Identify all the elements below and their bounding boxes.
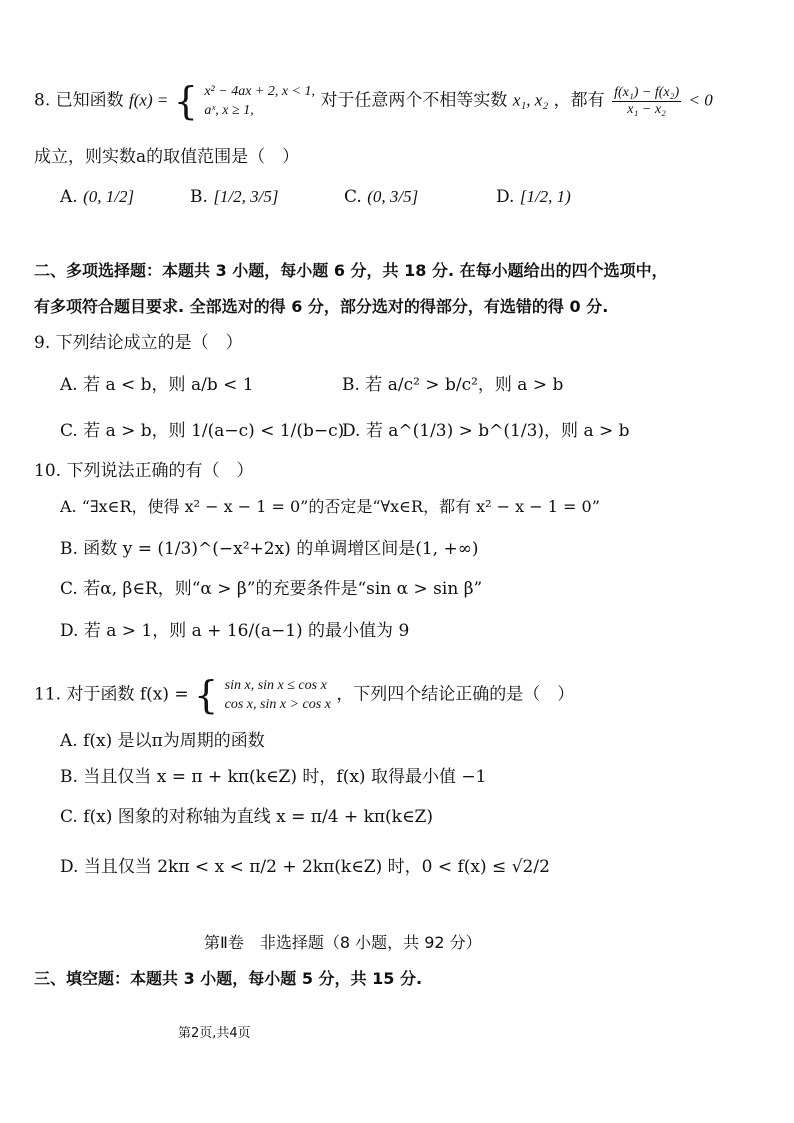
- q10-option-a: A. “∃x∈R，使得 x² − x − 1 = 0”的否定是“∀x∈R，都有 x² − x − 1 = 0”: [60, 497, 600, 516]
- q8-stem-prefix: 8. 已知函数: [34, 90, 124, 111]
- q8-opt-a-label: A.: [60, 187, 78, 207]
- q8-opt-c-value: (0, 3/5]: [367, 187, 419, 206]
- q8-option-d: [496, 186, 571, 208]
- q11-option-d: D. 当且仅当 2kπ < x < π/2 + 2kπ(k∈Z) 时，0 < f(x) ≤ √2/2: [60, 857, 550, 877]
- q11-case2: cos x, sin x > cos x: [224, 697, 331, 712]
- q8-stem-end: 成立，则实数a的取值范围是（ ）: [34, 147, 300, 167]
- q11-option-c: C. f(x) 图象的对称轴为直线 x = π/4 + kπ(k∈Z): [60, 807, 434, 827]
- page-footer: 第2页,共4页: [178, 1026, 251, 1041]
- q8-frac-tail: < 0: [688, 90, 713, 110]
- q9-option-b: B. 若 a/c² > b/c²，则 a > b: [342, 375, 564, 395]
- q11-cases: [225, 676, 331, 714]
- section2-line2: 有多项符合题目要求. 全部选对的得 6 分，部分选对的得部分，有选错的得 0 分.: [34, 297, 609, 316]
- q9-option-c: C. 若 a > b，则 1/(a−c) < 1/(b−c): [60, 421, 345, 441]
- section2-line1: 二、多项选择题：本题共 3 小题，每小题 6 分，共 18 分. 在每小题给出的四个选项中，: [34, 261, 668, 280]
- q11-option-b: B. 当且仅当 x = π + kπ(k∈Z) 时，f(x) 取得最小值 −1: [60, 767, 487, 787]
- q8-opt-c-label: C.: [344, 187, 362, 207]
- q8-opt-d-label: D.: [496, 187, 515, 207]
- q10-option-c: C. 若α, β∈R，则“α > β”的充要条件是“sin α > sin β”: [60, 579, 483, 599]
- q8-fraction: [612, 85, 681, 118]
- q8-option-a: [60, 186, 134, 208]
- q8-option-c: [344, 186, 418, 208]
- q9-option-a: A. 若 a < b，则 a/b < 1: [60, 375, 254, 395]
- q8-case1: x² − 4ax + 2, x < 1,: [204, 84, 316, 99]
- section3-title: 三、填空题：本题共 3 小题，每小题 5 分，共 15 分.: [34, 969, 423, 988]
- q11-brace: {: [194, 673, 219, 717]
- q8-cases: [204, 82, 315, 120]
- q8-opt-b-value: [1/2, 3/5]: [213, 187, 279, 206]
- q9-stem: 9. 下列结论成立的是（ ）: [34, 333, 243, 353]
- q8-vars: x₁, x₂: [512, 90, 549, 110]
- q8-stem-mid: 对于任意两个不相等实数: [320, 90, 508, 111]
- q8-opt-d-value: [1/2, 1): [519, 187, 571, 206]
- q11-stem: [34, 673, 575, 717]
- q10-option-b: B. 函数 y = (1/3)^(−x²+2x) 的单调增区间是(1, +∞): [60, 539, 479, 559]
- q8-func: f(x) =: [129, 90, 169, 110]
- q8-frac-num: f(x₁) − f(x₂): [614, 84, 680, 100]
- q8-opt-a-value: (0, 1/2]: [83, 187, 135, 206]
- q8-opt-b-label: B.: [190, 187, 208, 207]
- q11-stem-end: ，下列四个结论正确的是（ ）: [336, 684, 575, 705]
- q8-option-b: [190, 186, 279, 208]
- part2-title: 第Ⅱ卷 非选择题（8 小题，共 92 分）: [204, 933, 482, 952]
- q9-option-d: D. 若 a^(1/3) > b^(1/3)，则 a > b: [342, 421, 630, 441]
- q10-stem: 10. 下列说法正确的有（ ）: [34, 461, 254, 481]
- q11-case1: sin x, sin x ≤ cos x: [224, 678, 327, 693]
- q8-stem: [34, 79, 713, 123]
- q10-option-d: D. 若 a > 1，则 a + 16/(a−1) 的最小值为 9: [60, 621, 410, 641]
- q8-brace: {: [173, 79, 198, 123]
- q8-frac-den: x₁ − x₂: [627, 101, 666, 117]
- q11-option-a: A. f(x) 是以π为周期的函数: [60, 731, 265, 751]
- q8-case2: aˣ, x ≥ 1,: [204, 103, 254, 118]
- q8-stem-mid2: ，都有: [553, 90, 605, 111]
- q11-stem-prefix: 11. 对于函数 f(x) =: [34, 684, 189, 705]
